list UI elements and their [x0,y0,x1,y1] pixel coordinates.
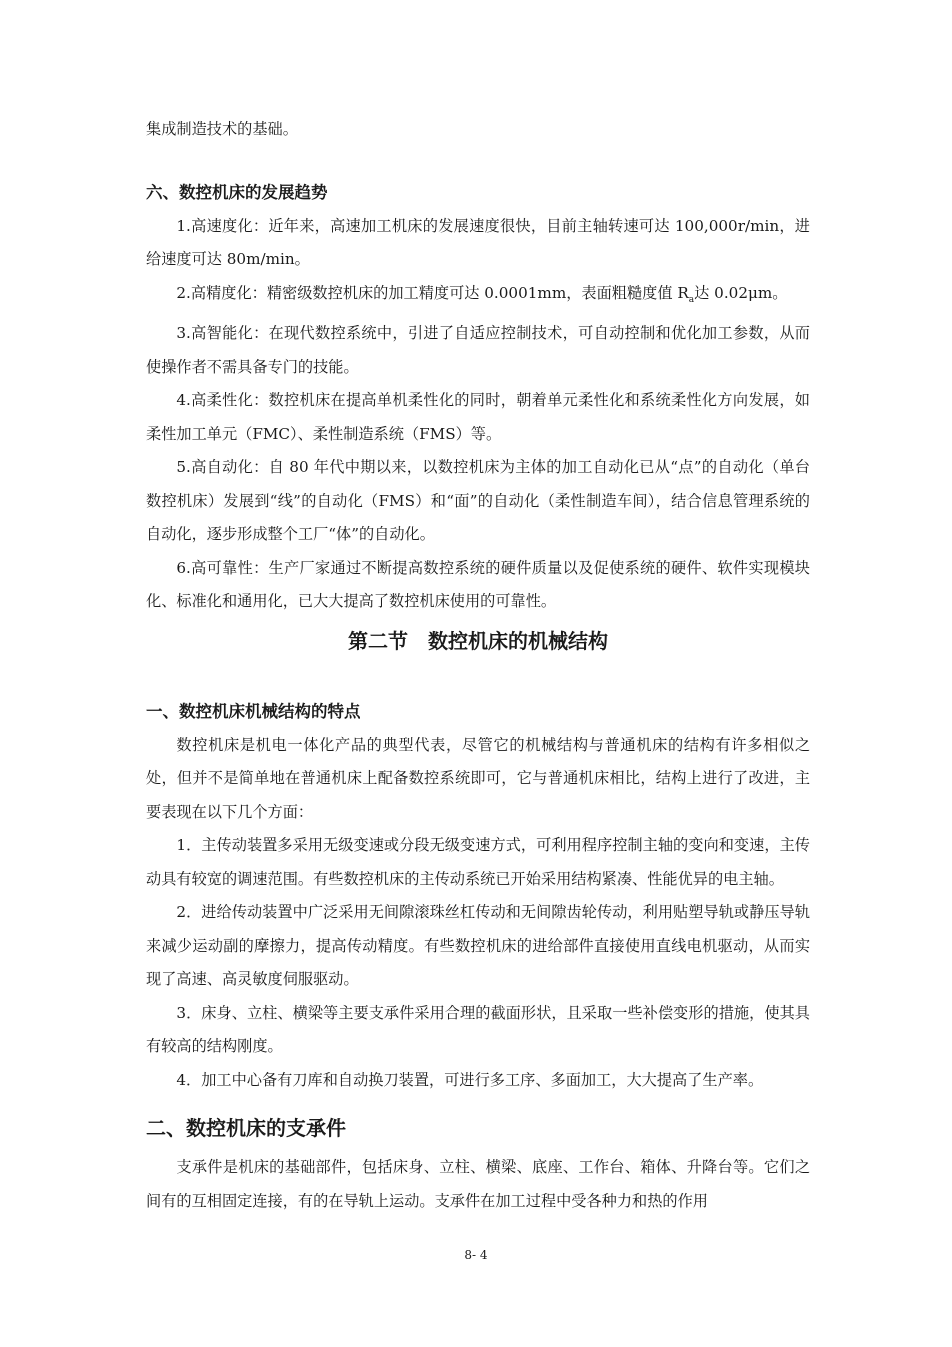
page-number: 8- 4 [464,1248,488,1262]
section-heading: 一、数控机床机械结构的特点 [146,702,361,721]
paragraph: 集成制造技术的基础。 [146,120,298,138]
paragraph: 数控机床是机电一体化产品的典型代表，尽管它的机械结构与普通机床的结构有许多相似之处，但并不是简单地在普通机床上配备数控系统即可，它与普通机床相比，结构上进行了改进，主要表现在以下几个方面： [146,735,810,821]
list-item: 3.高智能化：在现代数控系统中，引进了自适应控制技术，可自动控制和优化加工参数，从而使操作者不需具备专门的技能。 [146,324,810,376]
list-item: 2.高精度化：精密级数控机床的加工精度可达 0.0001mm，表面粗糙度值 $R_a$达 0.02μm。 [176,283,788,305]
section-6 [146,176,810,619]
list-item: 2．进给传动装置中广泛采用无间隙滚珠丝杠传动和无间隙齿轮传动，利用贴塑导轨或静压导轨来减少运动副的摩擦力，提高传动精度。有些数控机床的进给部件直接使用直线电机驱动，从而实现了高速、高灵敏度伺服驱动。 [146,903,810,988]
section-heading: 六、数控机床的发展趋势 [146,183,328,202]
section-heading-large: 二、数控机床的支承件 [146,1116,346,1140]
section-1 [146,695,810,1097]
text-block-top [146,113,810,147]
list-item: 4.高柔性化：数控机床在提高单机柔性化的同时，朝着单元柔性化和系统柔性化方向发展，如柔性加工单元（FMC）、柔性制造系统（FMS）等。 [146,391,810,443]
paragraph: 支承件是机床的基础部件，包括床身、立柱、横梁、底座、工作台、箱体、升降台等。它们之间有的互相固定连接，有的在导轨上运动。支承件在加工过程中受各种力和热的作用 [146,1158,810,1210]
list-item: 4．加工中心备有刀库和自动换刀装置，可进行多工序、多面加工，大大提高了生产率。 [176,1070,764,1089]
chapter-title: 第二节 数控机床的机械结构 [348,629,608,653]
list-item: 6.高可靠性：生产厂家通过不断提高数控系统的硬件质量以及促使系统的硬件、软件实现模块化、标准化和通用化，已大大提高了数控机床使用的可靠性。 [146,558,810,611]
list-item: 3．床身、立柱、横梁等主要支承件采用合理的截面形状，且采取一些补偿变形的措施，使其具有较高的结构刚度。 [146,1003,810,1055]
list-item: 1.高速度化：近年来，高速加工机床的发展速度很快，目前主轴转速可达 100,000r/min，进给速度可达 80m/min。 [146,216,810,268]
list-item: 5.高自动化：自 80 年代中期以来，以数控机床为主体的加工自动化已从“点”的自动化（单台数控机床）发展到“线”的自动化（FMS）和“面”的自动化（柔性制造车间），结合信息管理系统的自动化，逐步形成整个工厂“体”的自动化。 [146,458,810,544]
list-item: 1．主传动装置多采用无级变速或分段无级变速方式，可利用程序控制主轴的变向和变速，主传动具有较宽的调速范围。有些数控机床的主传动系统已开始采用结构紧凑、性能优异的电主轴。 [146,836,810,888]
section-2 [146,1151,810,1218]
